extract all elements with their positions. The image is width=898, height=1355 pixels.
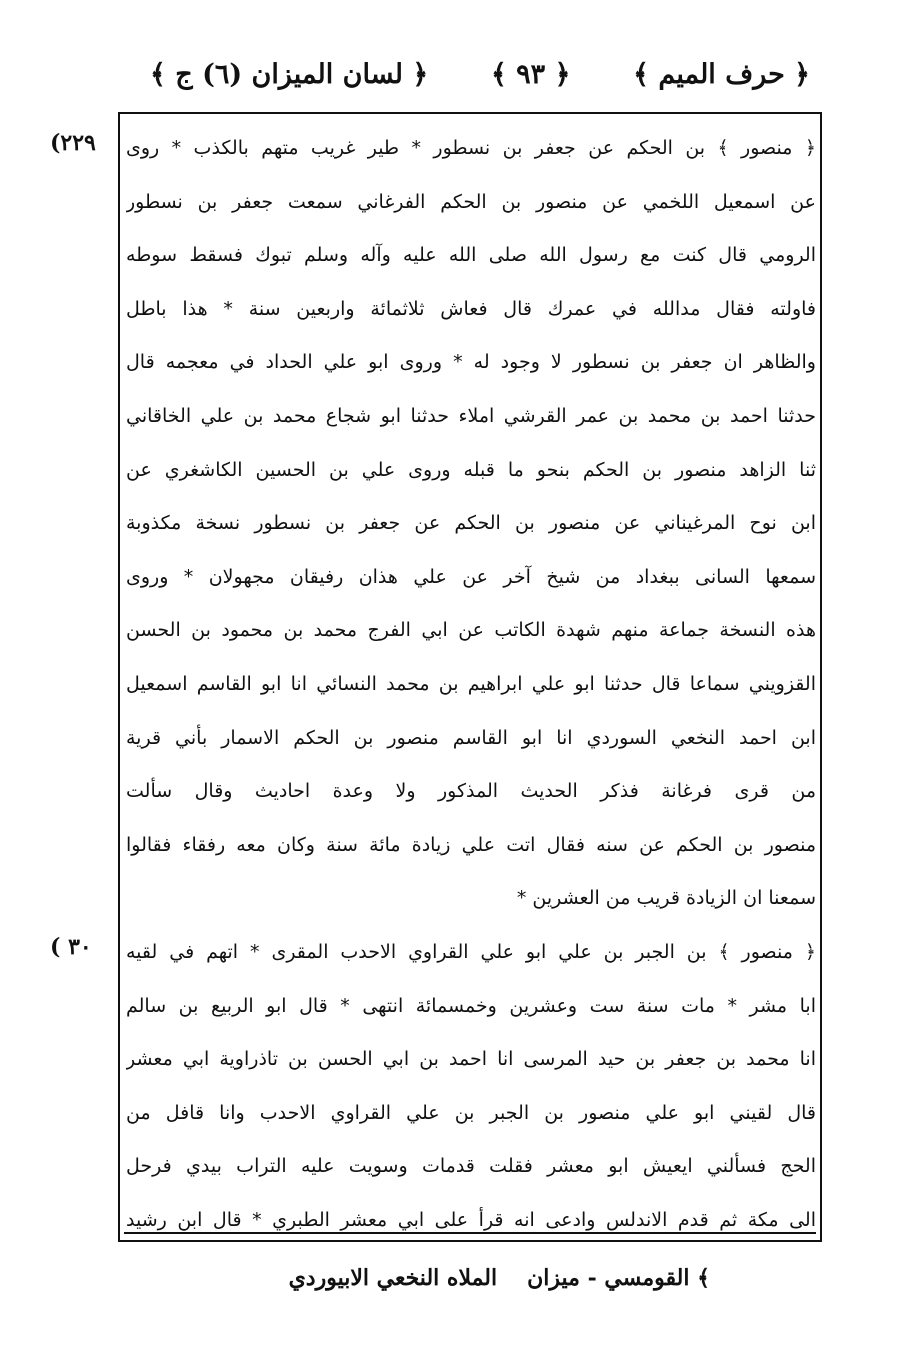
page-header [150, 52, 810, 96]
text-line: القزويني سماعا قال حدثنا ابو علي ابراهيم بن محمد النسائي انا ابو القاسم اسمعيل [126, 672, 816, 695]
text-line: والظاهر ان جعفر بن نسطور لا وجود له * وروى ابو علي الحداد في معجمه قال [126, 351, 816, 374]
footnote [260, 1258, 710, 1298]
text-line: ابا مشر * مات سنة ست وعشرين وخمسمائة انتهى * قال ابو الربيع بن سالم [126, 994, 816, 1017]
text-line: حدثنا احمد بن محمد بن عمر القرشي املاء حدثنا ابو شجاع محمد بن علي الخاقاني [126, 404, 816, 427]
text-line: قال لقيني ابو علي منصور بن الجبر بن علي القراوي الاحدب وانا قافل من [126, 1101, 816, 1124]
text-line: الرومي قال كنت مع رسول الله صلى الله عليه وآله وسلم تبوك فسقط سوطه [126, 244, 816, 267]
text-line: ابن نوح المرغيناني عن منصور بن الحكم عن جعفر بن نسطور نسخة مكذوبة [126, 512, 816, 535]
text-line: ابن احمد النخعي السوردي انا ابو القاسم منصور بن الحكم الاسمار بأني قرية [126, 726, 816, 749]
text-line: ثنا الزاهد منصور بن الحكم بنحو ما قبله وروى علي بن الحسين الكاشغري عن [126, 458, 816, 481]
text-line: من قرى فرغانة فذكر الحديث المذكور ولا وعدة احاديث وقال سألت [126, 780, 816, 803]
text-line: ﴿ منصور ﴾ بن الجبر بن علي ابو علي القراوي الاحدب المقرى * اتهم في لقيه [126, 940, 816, 963]
text-line: انا محمد بن جعفر بن حيد المرسى انا احمد بن ابي الحسن بن تاذراوية ابي معشر [126, 1048, 816, 1071]
text-line: منصور بن الحكم عن سنه فقال اتت علي زيادة مائة سنة وكان معه رفقاء فقالوا [126, 833, 816, 856]
footnote-part: ﴾ القومسي - ميزان [527, 1265, 710, 1291]
entry-number: ( ٣٠ [50, 934, 92, 960]
text-line: عن اسمعيل اللخمي عن منصور بن الحكم الفرغاني سمعت جعفر بن نسطور [126, 190, 816, 213]
text-line: سمعها السانى ببغداد من شيخ آخر عن علي هذان رفيقان مجهولان * وروى [126, 565, 816, 588]
text-line: سمعنا ان الزيادة قريب من العشرين * [516, 887, 816, 910]
text-line: ﴿ منصور ﴾ بن الحكم عن جعفر بن نسطور * طير غريب متهم بالكذب * روى [126, 137, 816, 159]
footnote-part: الملاه النخعي الابيوردي [288, 1265, 498, 1291]
book-title: ﴿ لسان الميزان (٦) ج ﴾ [150, 58, 429, 90]
section-title: ﴿ حرف الميم ﴾ [633, 58, 810, 90]
text-line: الى مكة ثم قدم الاندلس وادعى انه قرأ على ابي معشر الطبري * قال ابن رشيد [126, 1208, 816, 1231]
main-text [126, 122, 816, 1247]
text-line: فاولته فقال مدالله في عمرك قال فعاش ثلاثمائة واربعين سنة * هذا باطل [126, 297, 816, 320]
text-line: هذه النسخة جماعة منهم شهدة الكاتب عن ابي الفرج محمد بن محمود بن الحسن [126, 619, 816, 642]
entry-number: (٢٢٩ [50, 130, 96, 156]
page-number: ﴿ ٩٣ ﴾ [490, 58, 571, 90]
text-line: الحج فسألني ايعيش ابو معشر فقلت قدمات وسويت عليه التراب بيدي فرحل [126, 1155, 816, 1178]
